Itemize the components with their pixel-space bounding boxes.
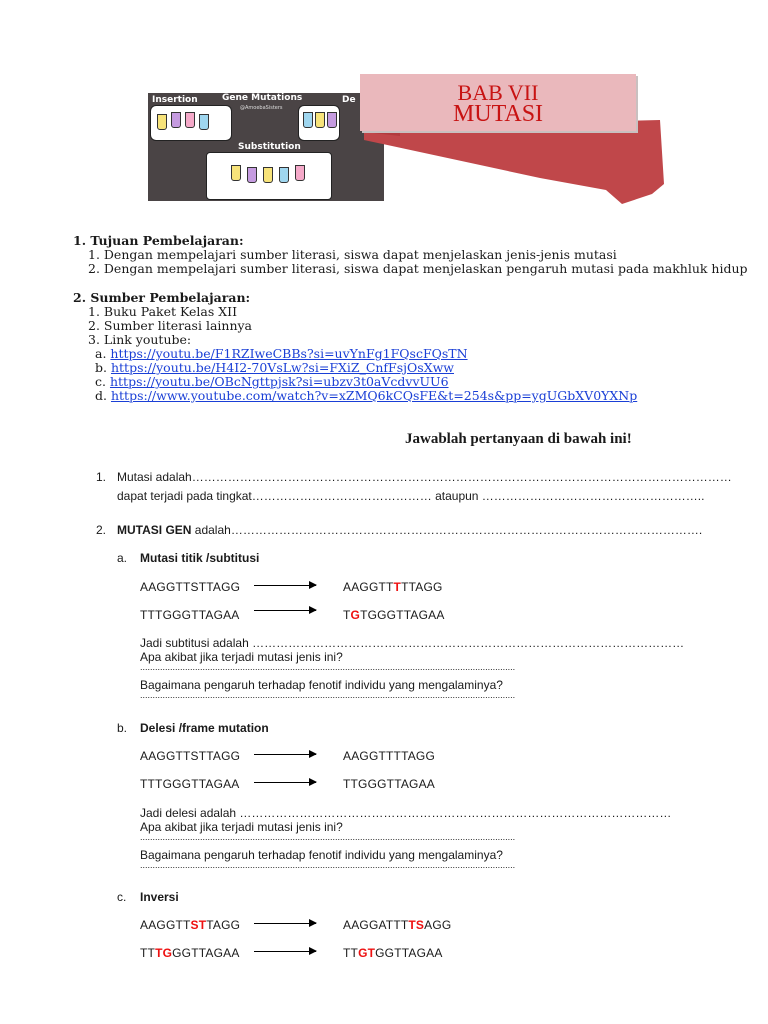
sequence-segment: TTGGGTTAGAA — [343, 777, 435, 791]
goal-item-2: 2. Dengan mempelajari sumber literasi, siswa dapat menjelaskan pengaruh mutasi pada makhluk hidup — [88, 261, 748, 276]
sub-b-phenotype-prompt: Bagaimana pengaruh terhadap fenotif individu yang mengalaminya? — [140, 848, 503, 862]
question-2-number: 2. — [96, 523, 107, 537]
answer-line: ...................................................................................................................................................... — [140, 690, 516, 700]
mutated-base: T — [393, 580, 402, 594]
sub-a-definition-prompt: Jadi subtitusi adalah ……………………………………………………………………………………………… — [140, 636, 685, 650]
sequence-segment: TAGG — [206, 918, 241, 932]
answer-line: ...................................................................................................................................................... — [140, 832, 516, 842]
youtube-link-b[interactable]: https://youtu.be/H4I2-70VsLw?si=FXiZ_CnfFsjOsXww — [110, 360, 454, 375]
seq-a1-after — [343, 580, 443, 594]
sequence-segment: AAGGTTTTAGG — [343, 749, 435, 763]
seq-b1-before — [140, 749, 240, 763]
sequence-segment: AAGGTTSTTAGG — [140, 749, 241, 763]
instruction-heading: Jawablah pertanyaan di bawah ini! — [405, 431, 632, 447]
goal-item-1: 1. Dengan mempelajari sumber literasi, siswa dapat menjelaskan jenis-jenis mutasi — [88, 247, 617, 262]
source-item-1: 1. Buku Paket Kelas XII — [88, 304, 238, 319]
seq-c2-after — [343, 946, 443, 960]
mutated-base: TS — [408, 918, 425, 932]
sub-a-title: Mutasi titik /subtitusi — [140, 551, 260, 565]
arrow-icon — [254, 782, 316, 783]
seq-b2-after — [343, 777, 435, 791]
arrow-icon — [254, 754, 316, 755]
seq-c1-before — [140, 918, 240, 932]
link-c-row: c. https://youtu.be/OBcNgttpjsk?si=ubzv3t0aVcdvvUU6 — [95, 374, 449, 389]
insertion-card — [150, 105, 232, 141]
seq-a1-before — [140, 580, 240, 594]
sequence-segment: AAGGTT — [140, 918, 191, 932]
arrow-icon — [254, 610, 316, 611]
illustration-title: Gene Mutations — [222, 93, 303, 103]
seq-b1-after — [343, 749, 435, 763]
sequence-segment: T — [343, 608, 351, 622]
sub-a-effect-prompt: Apa akibat jika terjadi mutasi jenis ini? — [140, 650, 343, 664]
sequence-segment: AGG — [424, 918, 452, 932]
sub-a-marker: a. — [117, 551, 128, 565]
answer-line: ...................................................................................................................................................... — [140, 662, 516, 672]
sub-c-marker: c. — [117, 890, 127, 904]
substitution-card — [206, 152, 332, 200]
arrow-icon — [254, 585, 316, 586]
seq-b2-before — [140, 777, 240, 791]
deletion-card — [298, 105, 340, 141]
source-item-2: 2. Sumber literasi lainnya — [88, 318, 253, 333]
youtube-link-a[interactable]: https://youtu.be/F1RZIweCBBs?si=uvYnFg1FQscFQsTN — [110, 346, 468, 361]
mutated-base: ST — [190, 918, 207, 932]
mutated-base: GT — [358, 946, 376, 960]
sub-a-phenotype-prompt: Bagaimana pengaruh terhadap fenotif individu yang mengalaminya? — [140, 678, 503, 692]
seq-c1-after — [343, 918, 451, 932]
sequence-segment: AAGGTT — [343, 580, 394, 594]
seq-a2-after — [343, 608, 445, 622]
chapter-title: MUTASI — [452, 101, 544, 127]
question-1-line-2: dapat terjadi pada tingkat……………………………………… ataupun ……………………………………………….. — [117, 489, 705, 503]
arrow-icon — [254, 923, 316, 924]
section-learning-goals-heading: 1. Tujuan Pembelajaran: — [73, 233, 244, 248]
source-item-3: 3. Link youtube: — [88, 332, 192, 347]
chapter-banner — [360, 74, 636, 131]
illustration-credit: @AmoebaSisters — [240, 105, 283, 111]
section-learning-sources-heading: 2. Sumber Pembelajaran: — [73, 290, 251, 305]
sequence-segment: GGTTAGAA — [375, 946, 443, 960]
sub-b-marker: b. — [117, 721, 128, 735]
sub-c-title: Inversi — [140, 890, 179, 904]
substitution-label: Substitution — [238, 142, 301, 152]
chapter-number: BAB VII — [457, 80, 539, 105]
question-1-line-1: Mutasi adalah……………………………………………………………………………………………………………………… — [117, 470, 732, 484]
seq-a2-before — [140, 608, 240, 622]
sub-b-effect-prompt: Apa akibat jika terjadi mutasi jenis ini? — [140, 820, 343, 834]
sequence-segment: TTAGG — [401, 580, 443, 594]
sequence-segment: TGGGTTAGAA — [360, 608, 445, 622]
mutated-base: TG — [155, 946, 173, 960]
youtube-link-c[interactable]: https://youtu.be/OBcNgttpjsk?si=ubzv3t0aVcdvvUU6 — [109, 374, 449, 389]
seq-c2-before — [140, 946, 240, 960]
gene-mutations-illustration — [148, 93, 384, 201]
question-1-number: 1. — [96, 470, 107, 484]
sequence-segment: AAGGATTT — [343, 918, 409, 932]
sub-b-title: Delesi /frame mutation — [140, 721, 269, 735]
arrow-icon — [254, 951, 316, 952]
sequence-segment: TT — [140, 946, 156, 960]
sequence-segment: TTTGGGTTAGAA — [140, 608, 240, 622]
sequence-segment: TT — [343, 946, 359, 960]
deletion-label: De — [342, 95, 356, 105]
sequence-segment: TTTGGGTTAGAA — [140, 777, 240, 791]
youtube-link-d[interactable]: https://www.youtube.com/watch?v=xZMQ6kCQsFE&t=254s&pp=ygUGbXV0YXNp — [110, 388, 638, 403]
answer-line: ...................................................................................................................................................... — [140, 860, 516, 870]
sequence-segment: GGTTAGAA — [172, 946, 240, 960]
sub-b-definition-prompt: Jadi delesi adalah ……………………………………………………………………………………………… — [140, 806, 672, 820]
link-b-row: b. https://youtu.be/H4I2-70VsLw?si=FXiZ_CnfFsjOsXww — [95, 360, 454, 375]
question-2-text: MUTASI GEN adalah………………………………………………………………………………………………………. — [117, 523, 703, 537]
link-d-row: d. https://www.youtube.com/watch?v=xZMQ6kCQsFE&t=254s&pp=ygUGbXV0YXNp — [95, 388, 638, 403]
insertion-label: Insertion — [152, 95, 198, 105]
sequence-segment: AAGGTTSTTAGG — [140, 580, 241, 594]
link-a-row: a. https://youtu.be/F1RZIweCBBs?si=uvYnFg1FQscFQsTN — [95, 346, 468, 361]
mutated-base: G — [350, 608, 361, 622]
